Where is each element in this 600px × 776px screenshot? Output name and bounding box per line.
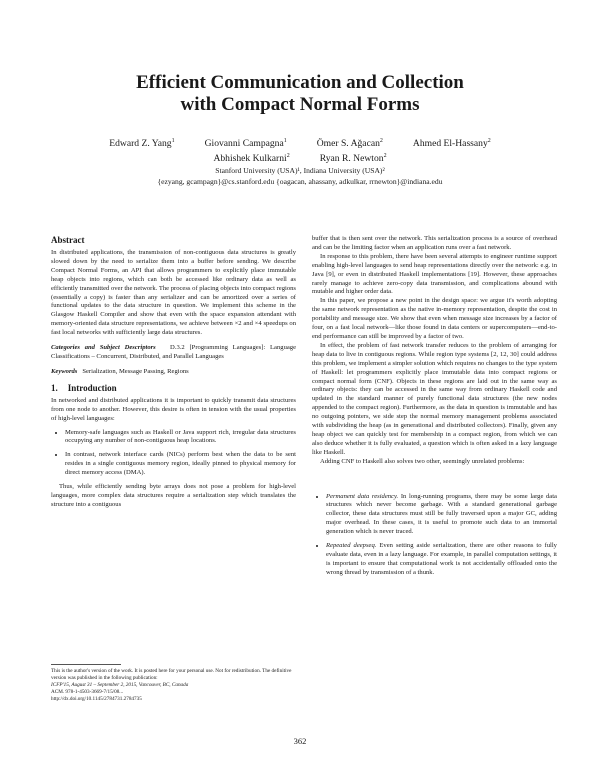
title-line-1: Efficient Communication and Collection xyxy=(136,72,464,93)
author-row-2 xyxy=(0,150,600,165)
right-paragraph-5: Adding CNF to Haskell also solves two other, seemingly unrelated problems: xyxy=(320,457,525,465)
footnote-line: This is the author's version of the work. It is posted here for your personal use. Not for redistribution. The definitive version was published in the following publication: xyxy=(51,668,292,681)
right-paragraph-3: In this paper, we propose a new point in the design space: we argue it's worth adopting the same network representation as the native in-memory representation, despite the cost in portability and message size. We show that even when message size increases by a factor of four, on a fast local network—like those found in data centers or supercomputers—end-to-end performance can still be improved by a factor of two. xyxy=(312,297,557,340)
author: Ahmed El-Hassany$^2$ xyxy=(412,138,491,150)
right-paragraph-1: buffer that is then sent over the network. This serialization process is a source of overhead and can be the limiting factor when an application runs over a fast network. xyxy=(312,235,557,251)
email-line: {ezyang, gcampagn}@cs.stanford.edu {oagacan, ahassany, adkulkar, rrnewton}@indiana.edu xyxy=(157,177,443,186)
list-item: • In contrast, network interface cards (NICs) perform best when the data to be sent resides in a single contiguous memory region, ideally pinned to physical memory for direct memory access (DMA). xyxy=(65,451,296,478)
intro-paragraph-2: Thus, while efficiently sending byte arrays does not pose a problem for high-level languages, more complex data structures require a serialization step which translates the structure into a contiguous xyxy=(51,483,296,508)
footnote-link[interactable]: http://dx.doi.org/10.1145/2784731.2784735 xyxy=(51,696,142,702)
paper-title xyxy=(0,72,600,116)
abstract-heading: Abstract xyxy=(51,235,85,245)
footnote-line: ICFP'15, August 31 – September 2, 2015, Vancouver, BC, Canada xyxy=(51,682,189,688)
author: Giovanni Campagna$^1$ xyxy=(204,138,287,150)
title-line-2: with Compact Normal Forms xyxy=(180,94,420,115)
right-paragraph-4: In effect, the problem of fast network transfer reduces to the problem of arranging for heap data to live in contiguous regions. While region type systems [2, 12, 30] could address this problem, we implement a simpler solution which requires no changes to the type system of Haskell: let programmers explicitly place immutable data into compact regions or compact normal form (CNF). Objects in these regions are laid out in the same way as ordinary objects: they can be accessed in the same way from ordinary Haskell code and updated in the standard manner of purely functional data structures (the new nodes appended to the compact region). Furthermore, as the data in question is immutable and has no outgoing pointers, we side step the normal memory management problems associated with subdividing the heap (as in generational and distributed collectors). Finally, given any heap object we can quickly test for membership in a compact region, from which we can also deduce whether it is fully evaluated, a question which is often asked in a lazy language like Haskell. xyxy=(312,341,557,456)
page-number: 362 xyxy=(293,736,307,746)
list-item: • Repeated deepseq. Even setting aside serialization, there are other reasons to fully evaluate data, even in a lazy language. For example, in parallel computation settings, it is important to ensure that computational work is not accidentally offloaded onto the wrong thread by transmission of a thunk. xyxy=(326,542,557,578)
copyright-footnote xyxy=(51,664,296,703)
intro-bullet-list xyxy=(51,429,296,479)
affiliations xyxy=(0,165,600,187)
author-row-1 xyxy=(0,135,600,150)
left-column xyxy=(51,235,296,510)
abstract-text: In distributed applications, the transmission of non-contiguous data structures is greatly slowed down by the need to serialize them into a buffer before sending. We describe Compact Normal Forms, an API that allows programmers to explicitly place immutable heap objects into regions, which can both be accessed like ordinary data as well as efficiently transmitted over the network. The process of placing objects into compact regions (essentially a copy) is faster than any serializer and can be amortized over a series of functional updates to the data structure in question. We implement this scheme in the Glasgow Haskell Compiler and show that even with the space expansion attendant with memory-oriented data structure representations, we achieve between ×2 and ×4 speedups on fast local networks with sufficiently large data structures. xyxy=(51,249,296,337)
author: Edward Z. Yang$^1$ xyxy=(109,138,175,150)
keywords-line: Keywords Serialization, Message Passing, Regions xyxy=(51,367,189,375)
right-paragraph-2: In response to this problem, there have been several attempts to engineer runtime support enabling high-level languages to send heap representations directly over the network: e.g. in Java [9], or even in distributed Haskell implementations [19]. However, these approaches rarely manage to achieve zero-copy data transmission, and complications abound with mutable and higher order data. xyxy=(312,252,557,296)
author-list xyxy=(0,135,600,165)
affiliation-line: Stanford University (USA)¹, Indiana University (USA)² xyxy=(215,166,385,175)
categories-line: Categories and Subject Descriptors D.3.2 [Programming Languages]: Language Classifications – Concurrent, Distributed, and Parallel Languages xyxy=(51,344,297,360)
footnote-line: ACM. 978-1-4503-3669-7/15/08... xyxy=(51,689,124,695)
right-column xyxy=(312,235,557,583)
author: Abhishek Kulkarni$^2$ xyxy=(213,153,290,165)
footnote-rule xyxy=(51,664,121,665)
author: Ömer S. Ağacan$^2$ xyxy=(316,138,383,150)
intro-heading: 1. Introduction xyxy=(51,382,117,393)
list-item: • Memory-safe languages such as Haskell or Java support rich, irregular data structures occupying any number of non-contiguous heap locations. xyxy=(65,429,296,447)
intro-paragraph-1: In networked and distributed applications it is important to quickly transmit data structures from one node to another. However, this desire is often in tension with the usual properties of high-level languages: xyxy=(51,396,296,422)
author: Ryan R. Newton$^2$ xyxy=(319,153,387,165)
list-item: • Permanent data residency. In long-running programs, there may be some large data structures which never become garbage. With a standard generational garbage collector, these data structures must still be fully traversed upon a major GC, adding major overhead. In these cases, it is useful to promote such data to an immortal generation which is never traced. xyxy=(326,493,557,538)
right-bullet-list xyxy=(312,493,557,578)
